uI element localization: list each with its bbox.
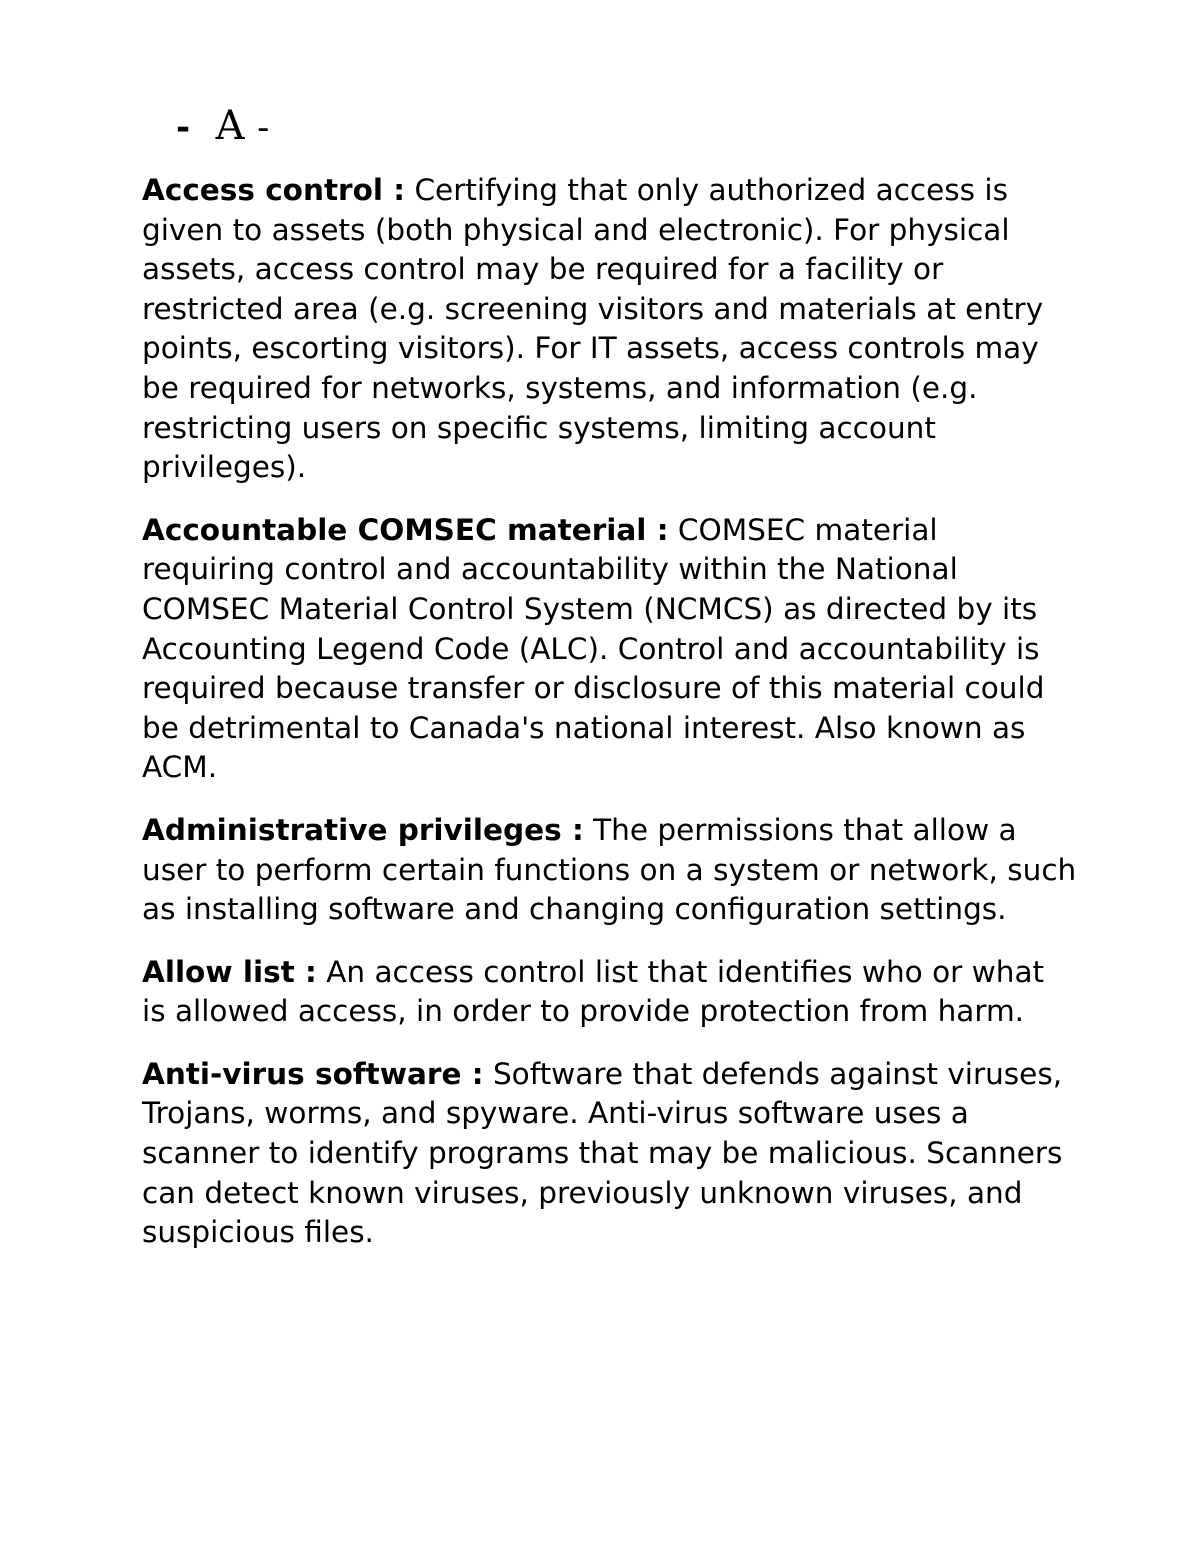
section-heading [176,96,269,158]
entry-term: Access control : [142,173,406,207]
section-dash-left: - [176,108,191,148]
entry-definition: An access control list that identifies who or what is allowed access, in order to provide protection from harm. [142,954,1045,1029]
entry-definition: COMSEC material requiring control and accountability within the National COMSEC Material Control System (NCMCS) as directed by its Accounting Legend Code (ALC). Control and accountability is required because transfer or disclosure of this material could be detrimental to Canada's national interest. Also known as ACM. [142,512,1045,785]
glossary-entry-allow-list [142,953,1077,1032]
entry-definition: Software that defends against viruses, Trojans, worms, and spyware. Anti-virus software uses a scanner to identify programs that may be malicious. Scanners can detect known viruses, previously unknown viruses, and suspicious files. [142,1056,1063,1250]
glossary-entry-administrative-privileges [142,811,1077,930]
entry-definition: Certifying that only authorized access is given to assets (both physical and electronic). For physical assets, access control may be required for a facility or restricted area (e.g. screening visitors and materials at entry points, escorting visitors). For IT assets, access controls may be required for networks, systems, and information (e.g. restricting users on specific systems, limiting account privileges). [142,173,1044,485]
glossary-entry-anti-virus-software [142,1055,1077,1253]
glossary-entry-access-control [142,171,1077,488]
section-letter: A [215,103,245,149]
entry-term: Allow list : [142,954,317,989]
glossary-entry-accountable-comsec-material [142,511,1077,788]
entry-definition: The permissions that allow a user to perform certain functions on a system or network, such as installing software and changing configuration settings. [142,812,1077,927]
entry-term: Administrative privileges : [142,812,584,847]
entry-term: Anti-virus software : [142,1056,484,1091]
entry-term: Accountable COMSEC material : [142,512,669,547]
section-dash-right: - [257,108,270,148]
glossary-entries [142,171,1077,1276]
